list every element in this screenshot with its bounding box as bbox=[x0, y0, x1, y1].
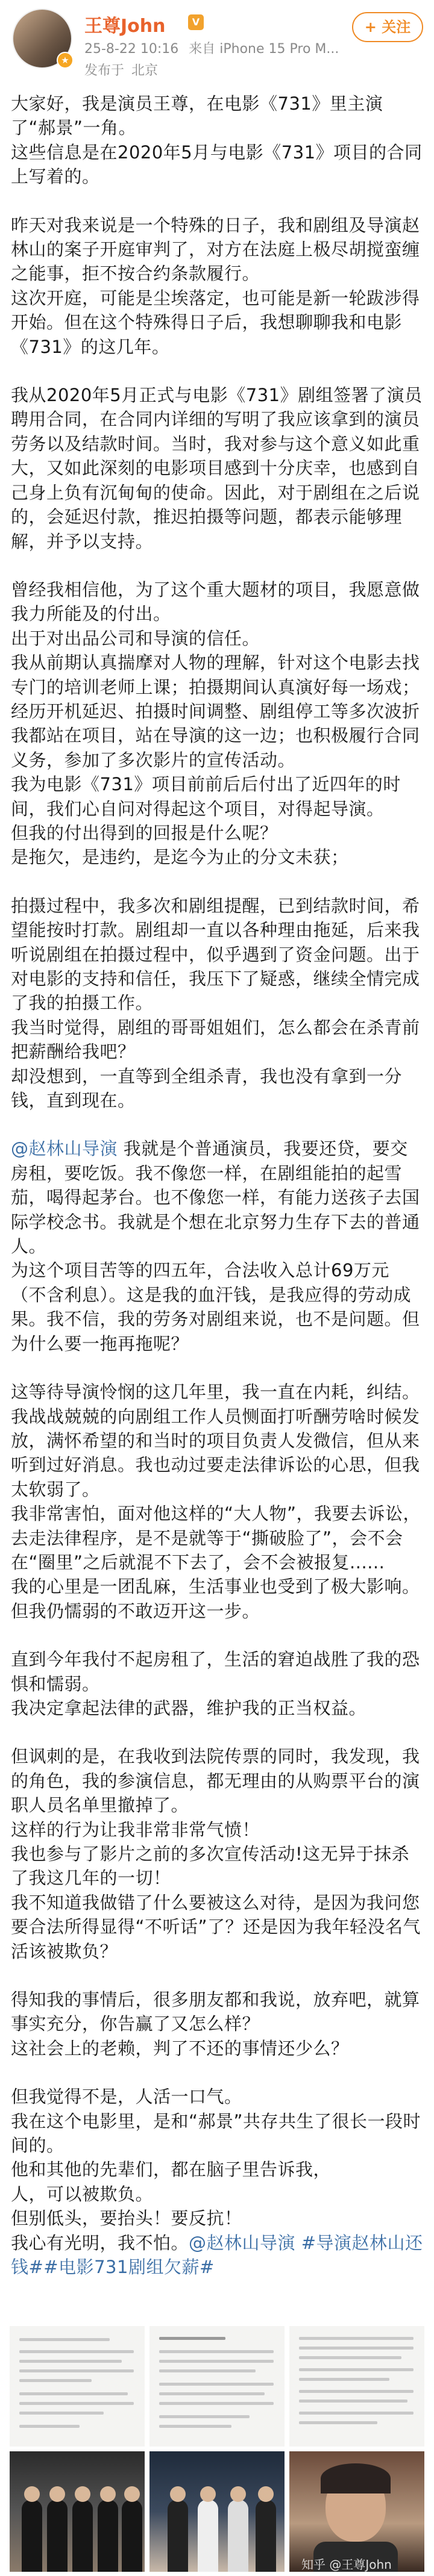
paragraph: 但别低头，要抬头！要反抗！ bbox=[11, 2208, 242, 2229]
paragraph-text: 我心有光明，我不怕。 bbox=[11, 2232, 189, 2253]
paragraph: 拍摄过程中，我多次和剧组提醒，已到结款时间，希望能按时打款。剧组却一直以各种理由拖延，后来我听说剧组在拍摄过程中，似乎遇到了资金问题。出于对电影的支持和信任，我压下了疑惑，继续全情完成了我的拍摄工作。 bbox=[11, 895, 420, 1014]
paragraph: 我决定拿起法律的武器，维护我的正当权益。 bbox=[11, 1697, 367, 1718]
paragraph: 曾经我相信他，为了这个重大题材的项目，我愿意做我力所能及的付出。 bbox=[11, 579, 420, 625]
paragraph: 我在这个电影里，是和“郝景”共存共生了很长一段时间的。 bbox=[11, 2110, 421, 2156]
paragraph bbox=[11, 1137, 424, 1258]
paragraph: 这等待导演怜悯的这几年里，我一直在内耗，纠结。 bbox=[11, 1382, 420, 1403]
paragraph: 却没想到，一直等到全组杀青，我也没有拿到一分钱，直到现在。 bbox=[11, 1065, 403, 1111]
paragraph: 昨天对我来说是一个特殊的日子，我和剧组及导演赵林山的案子开庭审判了，对方在法庭上极尽胡搅蛮缠之能事，拒不按合约条款履行。 bbox=[11, 214, 420, 284]
vip-icon: V bbox=[188, 14, 204, 30]
paragraph: 出于对出品公司和导演的信任。 bbox=[11, 628, 260, 649]
paragraph: 大家好，我是演员王尊，在电影《731》里主演了“郝景”一角。 bbox=[11, 93, 383, 139]
hashtag-link[interactable]: #导演赵林山还钱##电影731剧组欠薪# bbox=[11, 2232, 423, 2278]
image-thumbnail[interactable] bbox=[149, 2451, 285, 2572]
post-header bbox=[0, 0, 434, 90]
paragraph: 我从2020年5月正式与电影《731》剧组签署了演员聘用合同，在合同内详细的写明了我应该拿到的演员劳务以及结款时间。当时，我对参与这个意义如此重大，又如此深刻的电影项目感到十分庆幸，也感到自己身上负有沉甸甸的使命。因此，对于剧组在之后说的，会延迟付款，推迟拍摄等问题，都表示能够理解，并予以支持。 bbox=[11, 385, 423, 552]
image-thumbnail[interactable] bbox=[149, 2326, 285, 2447]
paragraph bbox=[11, 2231, 424, 2280]
paragraph: 这社会上的老赖，判了不还的事情还少么？ bbox=[11, 2038, 349, 2059]
image-grid bbox=[10, 2326, 424, 2576]
watermark: 知乎 @王尊John bbox=[301, 2557, 392, 2572]
post-datetime: 25-8-22 10:16 bbox=[84, 42, 179, 57]
username[interactable]: 王尊John bbox=[84, 16, 166, 37]
post-location bbox=[84, 60, 158, 79]
location-text: 北京 bbox=[131, 63, 159, 78]
paragraph: 但我觉得不是，人活一口气。 bbox=[11, 2086, 242, 2107]
paragraph: 我非常害怕，面对他这样的“大人物”，我要去诉讼，去走法律程序，是不是就等于“撕破脸了”，会不会在“圈里”之后就混不下去了，会不会被报复...... bbox=[11, 1503, 421, 1573]
image-thumbnail[interactable] bbox=[10, 2451, 145, 2572]
post-source: 来自 iPhone 15 Pro M... bbox=[189, 42, 339, 57]
paragraph: 我也参与了影片之前的多次宣传活动!这无异于抹杀了我这几年的一切！ bbox=[11, 1844, 410, 1889]
image-thumbnail[interactable] bbox=[289, 2326, 424, 2447]
paragraph-text: 我就是个普通演员，我要还贷，要交房租，要吃饭。我不像您一样，在剧组能拍的起雪茄，喝得起茅台。也不像您一样，有能力送孩子去国际学校念书。我就是个想在北京努力生存下去的普通人。 bbox=[11, 1138, 420, 1257]
paragraph: 是拖欠，是违约，是迄今为止的分文未获； bbox=[11, 847, 349, 868]
paragraph: 但讽刺的是，在我收到法院传票的同时，我发现，我的角色，我的参演信息，都无理由的从购票平台的演职人员名单里撤掉了。 bbox=[11, 1746, 420, 1816]
paragraph: 但我的付出得到的回报是什么呢？ bbox=[11, 822, 278, 843]
paragraph: 我为电影《731》项目前前后后付出了近四年的时间，我们心自问对得起这个项目，对得起导演。 bbox=[11, 774, 401, 819]
image-thumbnail[interactable] bbox=[289, 2451, 424, 2572]
follow-button[interactable]: + 关注 bbox=[352, 12, 423, 42]
paragraph: 这次开庭，可能是尘埃落定，也可能是新一轮跋涉得开始。但在这个特殊得日子后，我想聊聊我和电影《731》的这几年。 bbox=[11, 287, 420, 357]
paragraph: 我不知道我做错了什么要被这么对待，是因为我问您要合法所得显得“不听话”了？还是因为我年轻没名气活该被欺负？ bbox=[11, 1892, 421, 1962]
mention-link[interactable]: @赵林山导演 bbox=[11, 1138, 118, 1159]
mention-link[interactable]: @赵林山导演 bbox=[189, 2232, 296, 2253]
paragraph: 我的心里是一团乱麻，生活事业也受到了极大影响。但我仍懦弱的不敢迈开这一步。 bbox=[11, 1576, 420, 1621]
paragraph: 我从前期认真揣摩对人物的理解，针对这个电影去找专门的培训老师上课；拍摄期间认真演好每一场戏；经历开机延迟、拍摄时间调整、剧组停工等多次波折我都站在项目，站在导演的这一边；也积极履行合同义务，参加了多次影片的宣传活动。 bbox=[11, 652, 420, 770]
paragraph: 这些信息是在2020年5月与电影《731》项目的合同上写着的。 bbox=[11, 142, 423, 187]
paragraph: 得知我的事情后，很多朋友都和我说，放弃吧，就算事实充分，你告赢了又怎么样？ bbox=[11, 1989, 420, 2035]
image-thumbnail[interactable] bbox=[10, 2326, 145, 2447]
publish-label: 发布于 bbox=[84, 63, 125, 78]
post-body bbox=[11, 92, 424, 2280]
paragraph: 他和其他的先辈们，都在脑子里告诉我， bbox=[11, 2159, 332, 2180]
paragraph: 我当时觉得，剧组的哥哥姐姐们，怎么都会在杀青前把薪酬给我吧？ bbox=[11, 1017, 420, 1062]
post-meta bbox=[84, 39, 339, 57]
paragraph: 我战战兢兢的向剧组工作人员恻面打听酬劳啥时候发放，满怀希望的和当时的项目负责人发微信，但从来听到过好消息。我也动过要走法律诉讼的心思，但我太软弱了。 bbox=[11, 1406, 420, 1500]
paragraph: 这样的行为让我非常非常气愤！ bbox=[11, 1819, 260, 1840]
verified-badge-icon: ★ bbox=[57, 52, 74, 69]
paragraph: 人，可以被欺负。 bbox=[11, 2183, 154, 2204]
paragraph: 直到今年我付不起房租了，生活的窘迫战胜了我的恐惧和懦弱。 bbox=[11, 1649, 420, 1694]
paragraph: 为这个项目苦等的四五年，合法收入总计69万元（不含利息）。这是我的血汗钱，是我应得的劳动成果。我不信，我的劳务对剧组来说，也不是问题。但为什么要一拖再拖呢？ bbox=[11, 1260, 420, 1354]
